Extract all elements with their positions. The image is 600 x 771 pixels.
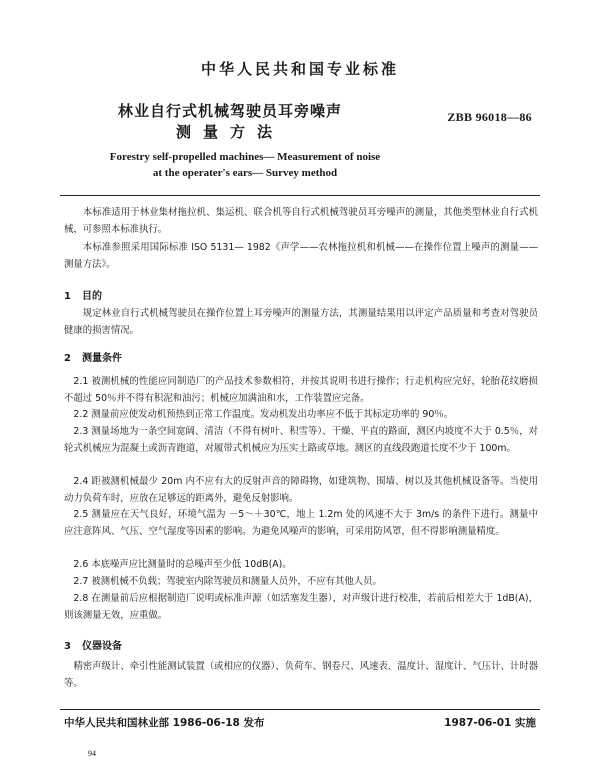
standard-title-line2: 测量方法 [175, 123, 284, 141]
section-1-title: 目的 [82, 291, 102, 302]
section-3-heading [64, 637, 122, 652]
clause-2-3: 2.3 测量场地为一条空间宽阔、清洁（不得有树叶、积雪等）、干燥、平直的路面，测区内坡度不大于 0.5％，对轮式机械应为混凝土或沥青跑道，对履带式机械应为压实土路或草地。测区的直线段跑道长度不少于 100m。 [64, 426, 538, 454]
section-1-paragraph: 规定林业自行式机械驾驶员在操作位置上耳旁噪声的测量方法，其测量结果用以评定产品质量和考查对驾驶员健康的损害情况。 [64, 308, 538, 336]
section-1-heading [64, 287, 102, 302]
english-title-line1: Forestry self-propelled machines— Measurement of noise [109, 151, 381, 163]
clause-2-4: 2.4 距被测机械最少 20m 内不应有大的反射声音的障碍物，如建筑物、围墙、树以及其他机械设备等。当使用动力负荷车时，应放在足够远的距离外，避免反射影响。 [64, 476, 538, 504]
intro-paragraph-scope: 本标准适用于林业集材拖拉机、集运机、联合机等自行式机械驾驶员耳旁噪声的测量，其他类型林业自行式机械，可参照本标准执行。 [64, 207, 538, 235]
effective-date: 1987-06-01 实施 [444, 717, 536, 729]
clause-2-8: 2.8 在测量前后应根据制造厂说明或标准声源（如活塞发生器），对声级计进行校准，若前后相差大于 1dB(A)，则该测量无效，应重做。 [64, 593, 538, 621]
english-title-line2: at the operater's ears— Survey method [152, 167, 338, 179]
issue-statement: 中华人民共和国林业部 1986-06-18 发布 [64, 717, 265, 729]
clause-2-5: 2.5 测量应在天气良好，环境气温为 －5～＋30℃，地上 1.2m 处的风速不大于 3m/s 的条件下进行。测量中应注意阵风、气压、空气湿度等因素的影响。为避免风噪声的影响，可采用防风罩，但不得影响测量精度。 [64, 509, 538, 537]
section-2-title: 测量条件 [82, 353, 122, 364]
standard-title-line1: 林业自行式机械驾驶员耳旁噪声 [117, 102, 342, 120]
header-divider [60, 195, 540, 196]
standard-number: ZBB 96018—86 [447, 110, 532, 124]
clause-2-1: 2.1 被测机械的性能应同制造厂的产品技术参数相符，并按其说明书进行操作；行走机构应完好，轮胎花纹磨损不超过 50％并不得有积泥和油污；机械应加满油和水，工作装置应完备。 [64, 376, 538, 404]
section-1-number: 1 [64, 291, 71, 302]
section-3-paragraph: 精密声级计、牵引性能测试装置（或相应的仪器）、负荷车、钢卷尺、风速表、温度计、湿度计、气压计、计时器等。 [64, 661, 538, 689]
clause-2-7: 2.7 被测机械不负载；驾驶室内除驾驶员和测量人员外，不应有其他人员。 [73, 576, 382, 587]
section-3-title: 仪器设备 [82, 641, 122, 652]
section-2-number: 2 [64, 353, 71, 364]
section-2-heading [64, 349, 122, 364]
clause-2-2: 2.2 测量前应使发动机预热到正常工作温度。发动机发出功率应不低于其标定功率的 90％。 [73, 409, 454, 420]
page-number: 94 [88, 749, 96, 758]
clause-2-6: 2.6 本底噪声应比测量时的总噪声至少低 10dB(A)。 [73, 559, 292, 570]
footer-divider [60, 709, 540, 710]
intro-paragraph-reference: 本标准参照采用国际标准 ISO 5131— 1982《声学——农林拖拉机和机械——在操作位置上噪声的测量——测量方法》。 [64, 242, 538, 270]
section-3-number: 3 [64, 641, 71, 652]
national-standard-title: 中华人民共和国专业标准 [200, 60, 399, 78]
